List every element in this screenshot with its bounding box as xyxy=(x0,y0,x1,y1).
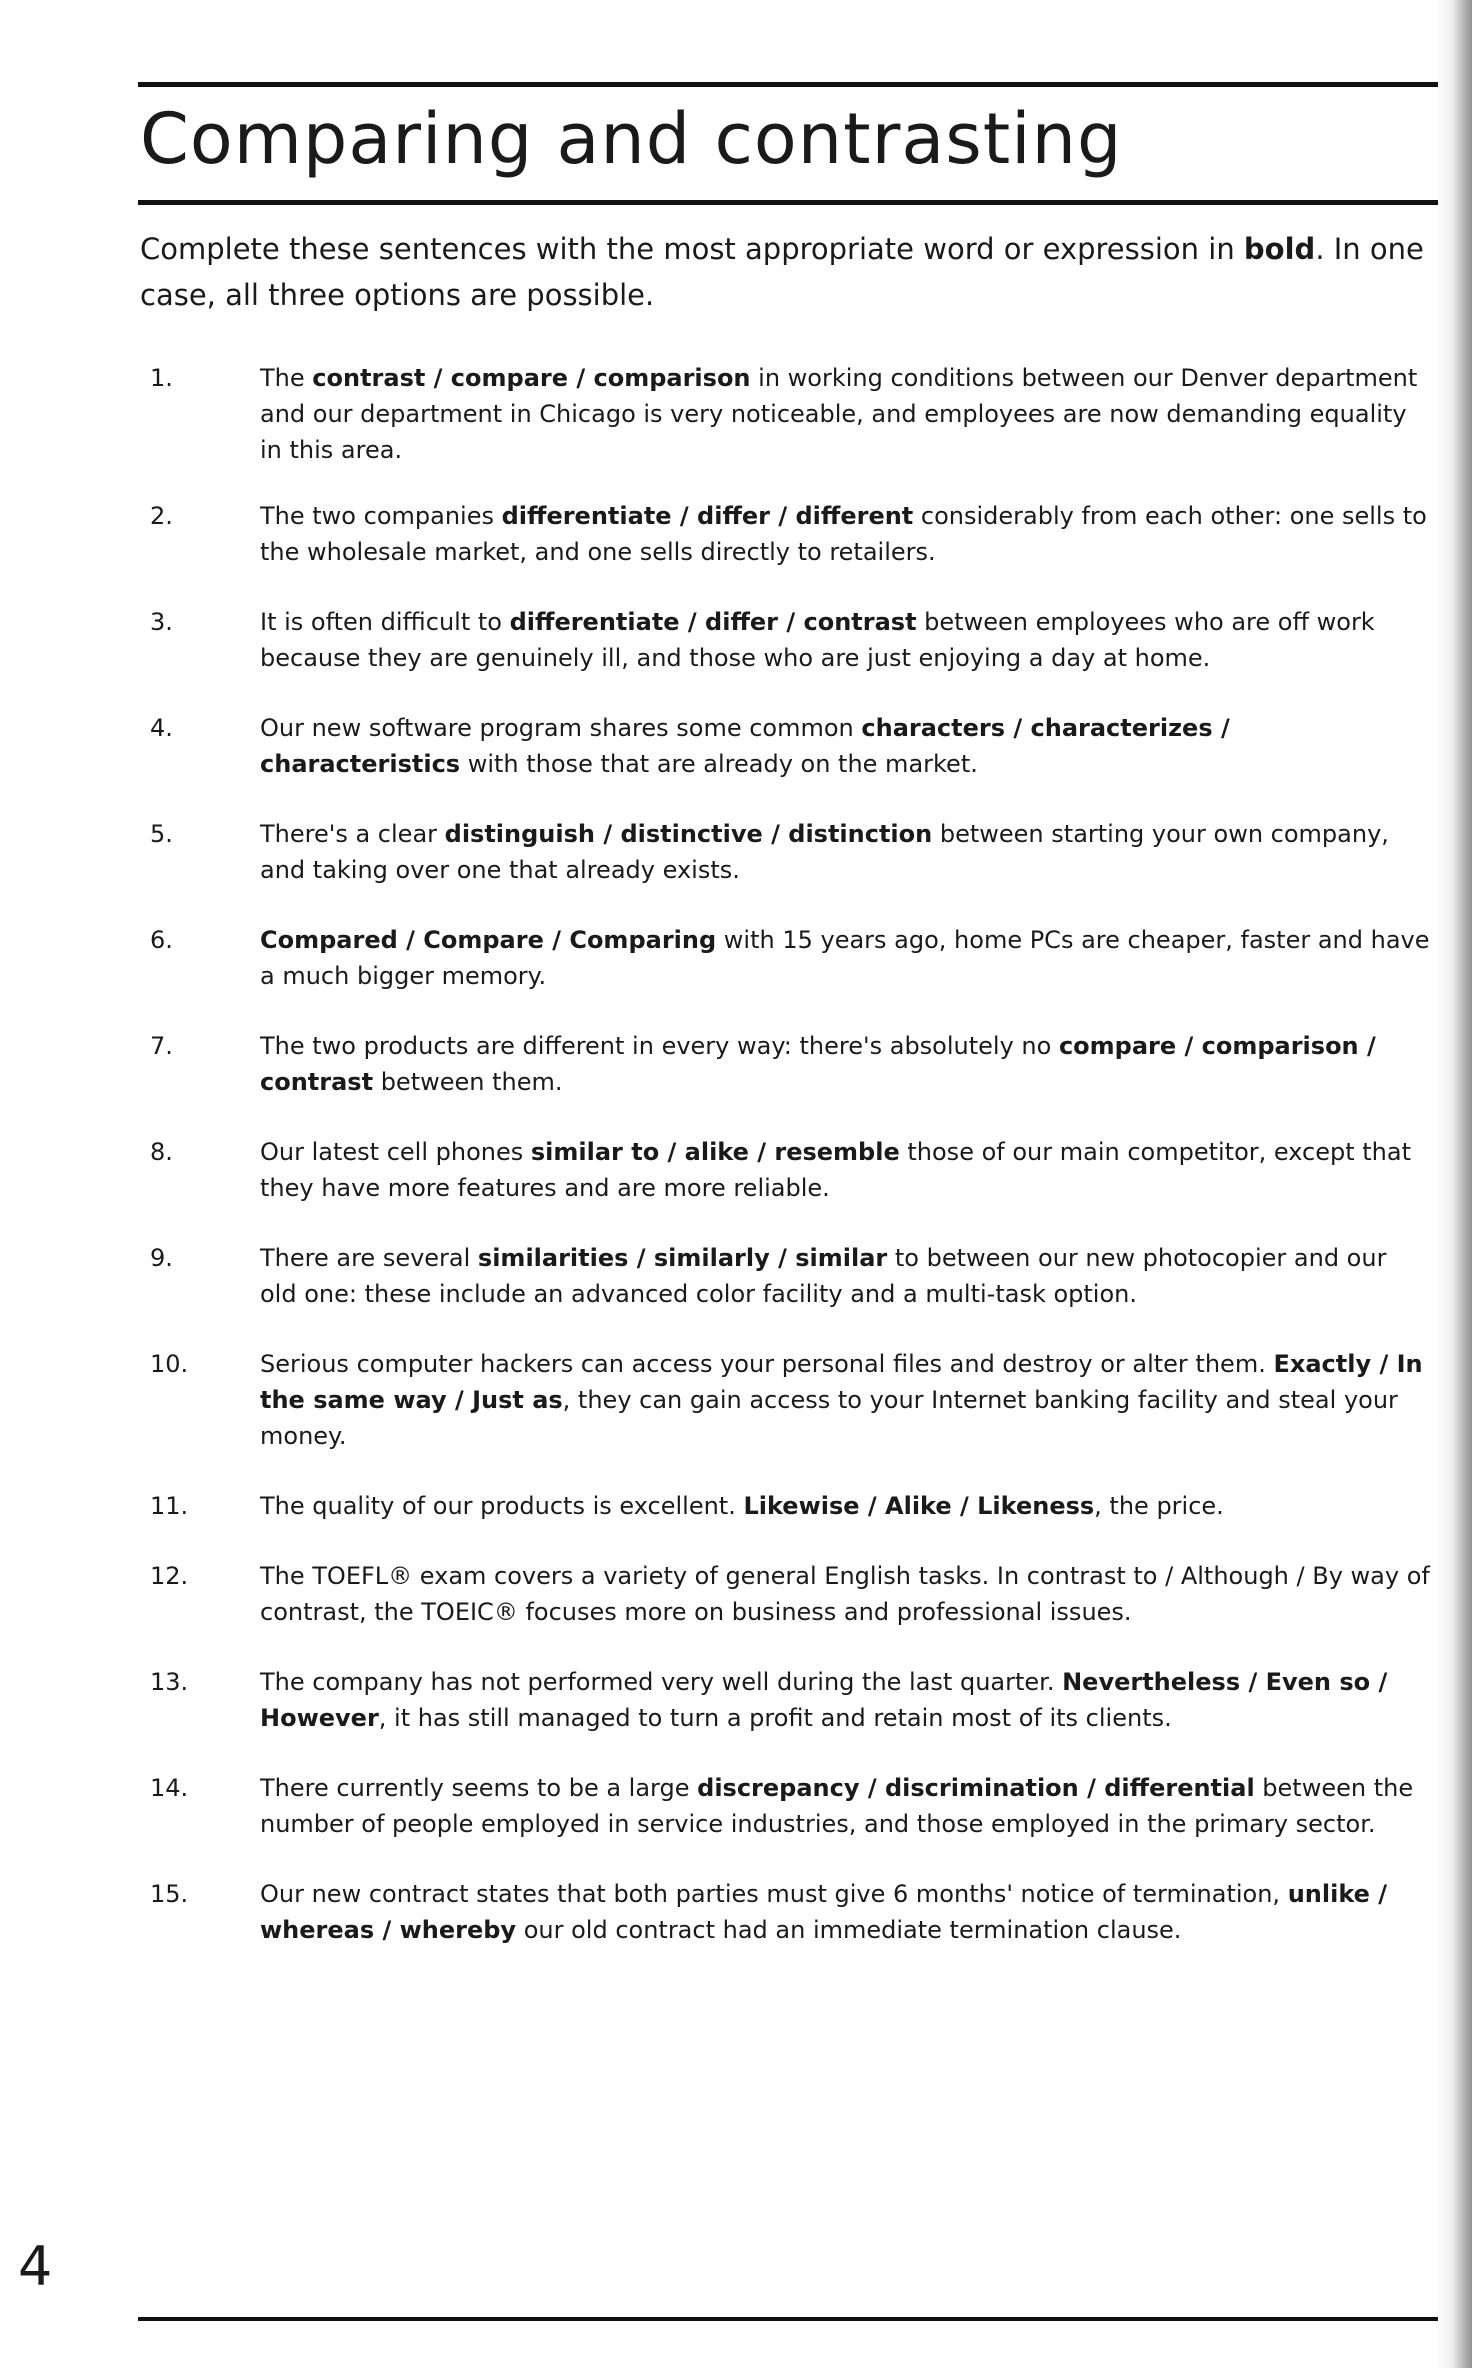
question-number: 7. xyxy=(150,1032,173,1060)
question-text-segment: between the number of people employed in service industries, and those employed in the primary sector. xyxy=(260,1774,1414,1838)
answer-options: Compared / Compare / Comparing xyxy=(260,926,717,954)
page-title: Comparing and contrasting xyxy=(140,98,1123,180)
question-number: 6. xyxy=(150,926,173,954)
question-text xyxy=(260,1138,1411,1202)
question-text-segment: between starting your own company, and taking over one that already exists. xyxy=(260,820,1389,884)
question-item xyxy=(150,1770,1430,1842)
question-item xyxy=(150,816,1430,888)
instructions xyxy=(140,226,1430,318)
question-text-segment: The two companies xyxy=(260,502,502,530)
question-text-segment: between employees who are off work because they are genuinely ill, and those who are just enjoying a day at home. xyxy=(260,608,1375,672)
page-number: 4 xyxy=(18,2235,53,2298)
question-text-segment: Our new contract states that both parties must give 6 months' notice of termination, xyxy=(260,1880,1288,1908)
question-text xyxy=(260,1244,1386,1308)
question-number: 13. xyxy=(150,1668,189,1696)
page-edge-shadow xyxy=(1436,0,1472,2368)
question-item xyxy=(150,1664,1430,1736)
question-number: 10. xyxy=(150,1350,189,1378)
question-text xyxy=(260,926,1430,990)
question-item xyxy=(150,1488,1430,1524)
question-item xyxy=(150,1134,1430,1206)
question-number: 3. xyxy=(150,608,173,636)
question-number: 5. xyxy=(150,820,173,848)
question-number: 2. xyxy=(150,502,173,530)
question-item xyxy=(150,498,1430,570)
answer-options: differentiate / differ / different xyxy=(501,502,914,530)
answer-options: unlike / whereas / whereby xyxy=(260,1880,1388,1944)
answer-options: Nevertheless / Even so / However xyxy=(260,1668,1388,1732)
question-number: 8. xyxy=(150,1138,173,1166)
question-text xyxy=(260,608,1375,672)
question-number: 9. xyxy=(150,1244,173,1272)
question-text-segment: , it has still managed to turn a profit and retain most of its clients. xyxy=(378,1704,1172,1732)
question-text-segment: , the price. xyxy=(1094,1492,1224,1520)
question-text xyxy=(260,1032,1376,1096)
question-number: 15. xyxy=(150,1880,189,1908)
question-text-segment: with 15 years ago, home PCs are cheaper, faster and have a much bigger memory. xyxy=(260,926,1430,990)
question-number: 4. xyxy=(150,714,173,742)
question-item xyxy=(150,1876,1430,1948)
question-text-segment: in working conditions between our Denver department and our department in Chicago is very noticeable, and employees are now demanding equality in this area. xyxy=(260,364,1418,464)
question-text xyxy=(260,1774,1413,1838)
question-number: 14. xyxy=(150,1774,189,1802)
question-text-segment: between them. xyxy=(373,1068,563,1096)
question-text xyxy=(260,1880,1387,1944)
question-text xyxy=(260,1350,1423,1450)
question-item xyxy=(150,1558,1430,1630)
question-text-segment: It is often difficult to xyxy=(260,608,510,636)
question-text-segment: The company has not performed very well during the last quarter. xyxy=(260,1668,1063,1696)
question-text-segment: The quality of our products is excellent. xyxy=(260,1492,744,1520)
question-text xyxy=(260,1562,1430,1626)
question-item xyxy=(150,922,1430,994)
instructions-text: Complete these sentences with the most appropriate word or expression in xyxy=(140,232,1244,266)
question-text xyxy=(260,714,1230,778)
question-item xyxy=(150,1346,1430,1454)
title-rule xyxy=(138,200,1438,205)
question-item xyxy=(150,360,1430,468)
question-text xyxy=(260,502,1427,566)
bottom-rule xyxy=(138,2317,1438,2321)
question-text-segment: with those that are already on the market. xyxy=(460,750,978,778)
question-text-segment: The two products are different in every way: there's absolutely no xyxy=(260,1032,1059,1060)
answer-options: Likewise / Alike / Likeness xyxy=(743,1492,1095,1520)
question-text-segment: our old contract had an immediate termination clause. xyxy=(516,1916,1182,1944)
instructions-bold: bold xyxy=(1243,232,1316,266)
question-text-segment: There currently seems to be a large xyxy=(260,1774,698,1802)
question-text-segment: , they can gain access to your Internet banking facility and steal your money. xyxy=(260,1386,1398,1450)
question-text-segment: The TOEFL® exam covers a variety of general English tasks. In contrast to / Although / By way of contrast, the TOEIC® focuses more on business and professional issues. xyxy=(260,1562,1430,1626)
question-text-segment: Our new software program shares some common xyxy=(260,714,862,742)
question-text-segment: There's a clear xyxy=(260,820,445,848)
answer-options: Exactly / In the same way / Just as xyxy=(260,1350,1423,1414)
instructions-text-end: . In one case, all three options are possible. xyxy=(140,232,1424,312)
question-text-segment: considerably from each other: one sells to the wholesale market, and one sells directly to retailers. xyxy=(260,502,1427,566)
question-item xyxy=(150,604,1430,676)
question-number: 1. xyxy=(150,364,173,392)
question-number: 12. xyxy=(150,1562,189,1590)
top-rule xyxy=(138,82,1438,87)
answer-options: similar to / alike / resemble xyxy=(530,1138,900,1166)
question-number: 11. xyxy=(150,1492,189,1520)
answer-options: distinguish / distinctive / distinction xyxy=(444,820,933,848)
question-item xyxy=(150,1028,1430,1100)
question-text-segment: to between our new photocopier and our old one: these include an advanced color facility and a multi-task option. xyxy=(260,1244,1387,1308)
question-text-segment: The xyxy=(260,364,313,392)
answer-options: compare / comparison / contrast xyxy=(260,1032,1376,1096)
answer-options: similarities / similarly / similar xyxy=(477,1244,888,1272)
question-text xyxy=(260,1668,1387,1732)
question-text xyxy=(260,364,1417,464)
question-item xyxy=(150,1240,1430,1312)
question-text-segment: those of our main competitor, except that they have more features and are more reliable. xyxy=(260,1138,1411,1202)
question-text xyxy=(260,820,1389,884)
answer-options: contrast / compare / comparison xyxy=(312,364,751,392)
question-text-segment: Serious computer hackers can access your personal files and destroy or alter them. xyxy=(260,1350,1274,1378)
answer-options: characters / characterizes / characteristics xyxy=(260,714,1230,778)
answer-options: discrepancy / discrimination / differential xyxy=(697,1774,1255,1802)
question-item xyxy=(150,710,1430,782)
question-text-segment: Our latest cell phones xyxy=(260,1138,531,1166)
question-text-segment: There are several xyxy=(260,1244,478,1272)
question-list xyxy=(150,360,1430,1982)
answer-options: differentiate / differ / contrast xyxy=(509,608,917,636)
question-text xyxy=(260,1492,1224,1520)
